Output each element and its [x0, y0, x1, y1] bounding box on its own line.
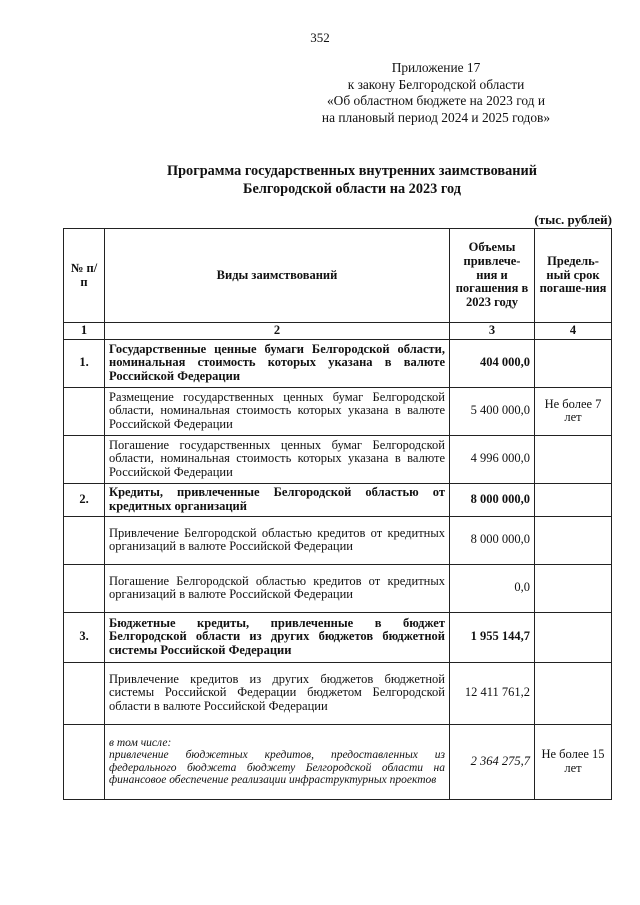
- header-volume: Объемы привлече-ния и погашения в 2023 году: [450, 229, 535, 323]
- row-description: Привлечение кредитов из других бюджетов бюджетной системы Российской Федерации бюджетом Белгородской области в валюте Российской Федерации: [105, 662, 450, 724]
- row-term: Не более 7 лет: [535, 387, 612, 435]
- row-amount: 1 955 144,7: [450, 612, 535, 662]
- row-number: [64, 387, 105, 435]
- col-number: 2: [105, 323, 450, 340]
- row-term: [535, 483, 612, 516]
- col-number: 3: [450, 323, 535, 340]
- row-number: [64, 435, 105, 483]
- table-row: [64, 564, 612, 612]
- row-term: [535, 662, 612, 724]
- row-description: Погашение государственных ценных бумаг Белгородской области, номинальная стоимость которых указана в валюте Российской Федерации: [105, 435, 450, 483]
- table-row: [64, 435, 612, 483]
- row-description: Государственные ценные бумаги Белгородской области, номинальная стоимость которых указана в валюте Российской Федерации: [105, 339, 450, 387]
- appendix-line-1: Приложение 17: [391, 60, 481, 75]
- table-row: [64, 483, 612, 516]
- header-term: Предель-ный срок погаше-ния: [535, 229, 612, 323]
- column-number-row: [64, 323, 612, 340]
- row-number: [64, 662, 105, 724]
- borrowings-table: [63, 228, 612, 800]
- title-line-2: Белгородской области на 2023 год: [243, 181, 461, 197]
- row-amount: 5 400 000,0: [450, 387, 535, 435]
- appendix-line-4: на плановый период 2024 и 2025 годов»: [321, 109, 551, 125]
- row-description: Бюджетные кредиты, привлеченные в бюджет Белгородской области из других бюджетов бюджетной системы Российской Федерации: [105, 612, 450, 662]
- table-header-row: [64, 229, 612, 323]
- row-amount: 4 996 000,0: [450, 435, 535, 483]
- row-number: 2.: [64, 483, 105, 516]
- table-row: [64, 724, 612, 799]
- appendix-line-3: «Об областном бюджете на 2023 год и: [326, 93, 546, 108]
- appendix-header: [286, 60, 586, 126]
- document-title: [0, 162, 640, 198]
- row-description: Привлечение Белгородской областью кредитов от кредитных организаций в валюте Российской Федерации: [105, 516, 450, 564]
- row-number: [64, 516, 105, 564]
- row-description-intro: в том числе:: [109, 736, 172, 749]
- row-term: Не более 15 лет: [535, 724, 612, 799]
- row-description: Кредиты, привлеченные Белгородской областью от кредитных организаций: [105, 483, 450, 516]
- units-label: (тыс. рублей): [534, 212, 612, 227]
- title-line-1: Программа государственных внутренних заимствований: [166, 163, 537, 179]
- col-number: 1: [64, 323, 105, 340]
- page-number: 352: [310, 30, 330, 45]
- row-amount: 12 411 761,2: [450, 662, 535, 724]
- row-description: Размещение государственных ценных бумаг Белгородской области, номинальная стоимость которых указана в валюте Российской Федерации: [105, 387, 450, 435]
- col-number: 4: [535, 323, 612, 340]
- row-number: 3.: [64, 612, 105, 662]
- row-amount: 404 000,0: [450, 339, 535, 387]
- table-row: [64, 612, 612, 662]
- table-row: [64, 339, 612, 387]
- row-term: [535, 435, 612, 483]
- row-number: [64, 724, 105, 799]
- row-amount: 0,0: [450, 564, 535, 612]
- row-term: [535, 564, 612, 612]
- table-row: [64, 662, 612, 724]
- table-row: [64, 387, 612, 435]
- table-row: [64, 516, 612, 564]
- row-amount: 2 364 275,7: [450, 724, 535, 799]
- row-description: [105, 724, 450, 799]
- row-number: [64, 564, 105, 612]
- appendix-line-2: к закону Белгородской области: [347, 76, 525, 92]
- row-description-text: привлечение бюджетных кредитов, предоставленных из федерального бюджета бюджету Белгородской области на финансовое обеспечение реализации инфраструктурных проектов: [109, 749, 445, 787]
- header-num: № п/п: [64, 229, 105, 323]
- row-amount: 8 000 000,0: [450, 483, 535, 516]
- row-description: Погашение Белгородской областью кредитов от кредитных организаций в валюте Российской Федерации: [105, 564, 450, 612]
- row-term: [535, 612, 612, 662]
- row-number: 1.: [64, 339, 105, 387]
- row-amount: 8 000 000,0: [450, 516, 535, 564]
- header-kind: Виды заимствований: [105, 229, 450, 323]
- row-term: [535, 339, 612, 387]
- row-term: [535, 516, 612, 564]
